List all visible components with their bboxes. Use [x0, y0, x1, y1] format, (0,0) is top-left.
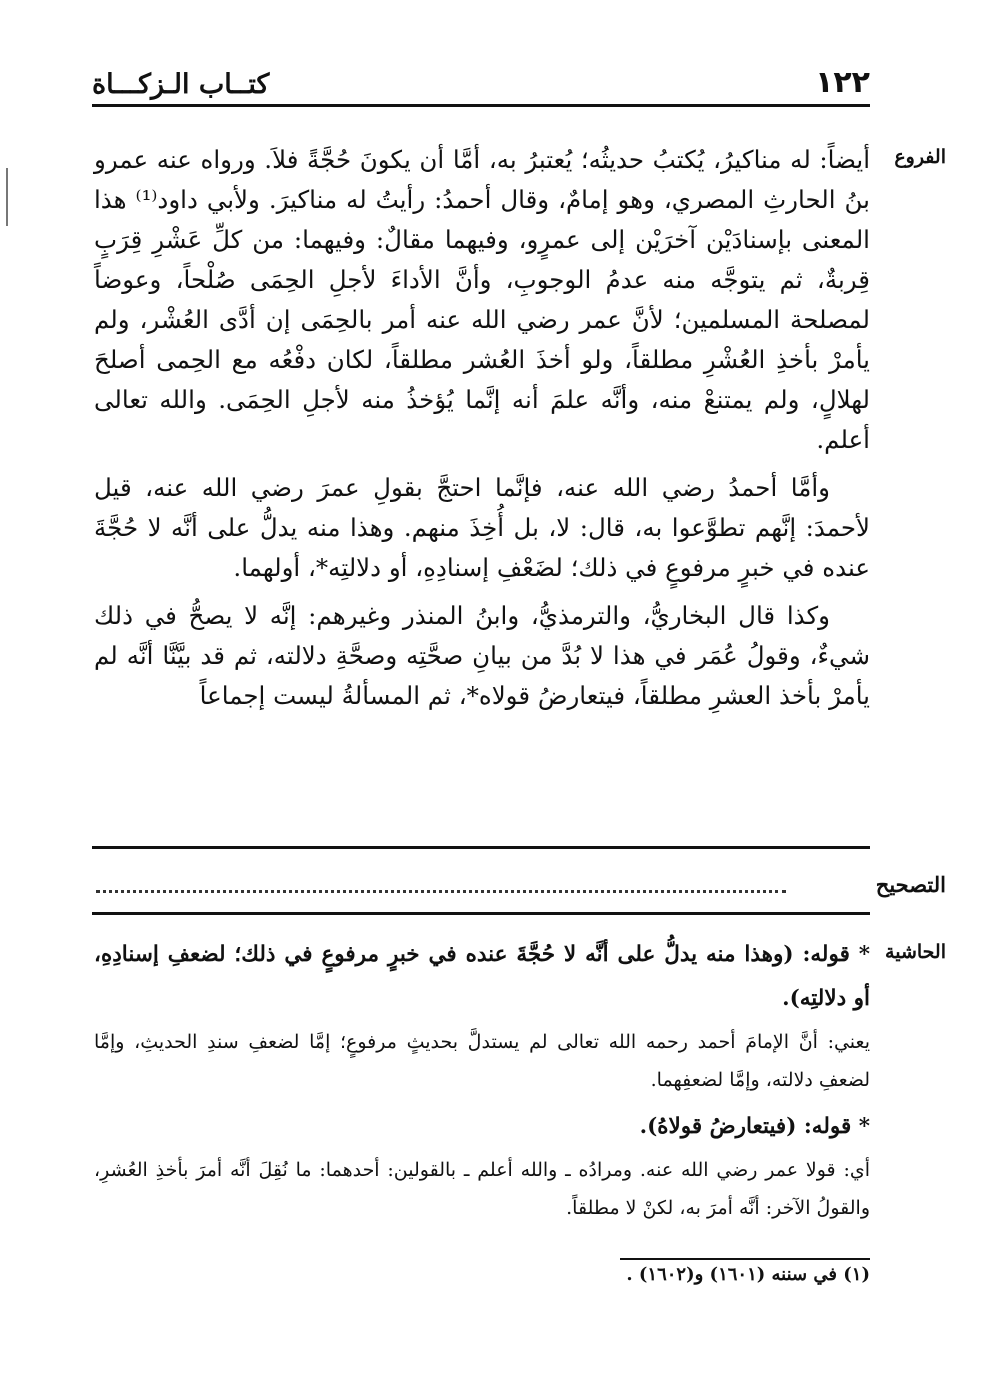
header-rule	[92, 104, 870, 107]
footnote-1: (١) في سننه (١٦٠١) و(١٦٠٢) .	[626, 1264, 870, 1285]
margin-label-tashih: التصحيح	[875, 872, 946, 897]
main-paragraph-2: وأمَّا أحمدُ رضي الله عنه، فإنَّما احتجَّ بقولِ عمرَ رضي الله عنه، قيل لأحمدَ: إنَّهم تطوَّعوا به، قال: لا، بل أُخِذَ منهم. وهذا منه يدلُّ على أنَّه لا حُجَّةَ عنده في خبرٍ مرفوعٍ في ذلك؛ لضَعْفِ إسنادِهِ، أو دلالتِه*، أولهما.	[94, 473, 870, 582]
page-header	[92, 66, 870, 100]
main-text	[94, 140, 870, 724]
corrections-bottom-rule	[92, 912, 870, 915]
note-1-body: يعني: أنَّ الإمامَ أحمد رحمه الله تعالى لم يستدلَّ بحديثٍ مرفوعٍ؛ إمَّا لضعفِ سندِ الحديثِ، وإمَّا لضعفِ دلالته، وإمَّا لضعفِهما.	[94, 1031, 870, 1091]
scan-edge-mark	[6, 168, 8, 226]
commentary-notes	[94, 933, 870, 1233]
note-2-body: أي: قولا عمر رضي الله عنه. ومرادُه ـ والله أعلم ـ بالقولين: أحدهما: ما نُقِلَ أنَّه أمرَ بأخذِ العُشرِ، والقولُ الآخر: أنَّه أمرَ به، لكنْ لا مطلقاً.	[94, 1159, 870, 1219]
note-1-heading: * قوله: (وهذا منه يدلُّ على أنَّه لا حُجَّةَ عنده في خبرٍ مرفوعٍ في ذلك؛ لضعفِ إسنادِهِ، أو دلالتِه).	[94, 942, 870, 1011]
main-paragraph-3: وكذا قال البخاريُّ، والترمذيُّ، وابنُ المنذر وغيرهم: إنَّه لا يصحُّ في ذلك شيءٌ، وقولُ عُمَر في هذا لا بُدَّ من بيانِ صحَّتِه وصحَّةِ دلالته، ثم قد بيَّنَّا أنَّه لم يأمرْ بأخذ العشرِ مطلقاً، فيتعارضُ قولاه*، ثم المسألةُ ليست إجماعاً	[94, 601, 870, 710]
page-number: ١٢٢	[815, 65, 870, 100]
corrections-dotted-line	[96, 878, 786, 893]
footnote-rule	[620, 1258, 870, 1260]
running-title: كتــاب الـزكـــاة	[92, 69, 270, 100]
note-2-heading: * قوله: (فيتعارضُ قولاهُ).	[639, 1114, 870, 1139]
margin-label-hashiya: الحاشية	[885, 941, 946, 963]
main-paragraph-1: أيضاً: له مناكيرُ، يُكتبُ حديثُه؛ يُعتبرُ به، أمَّا أن يكونَ حُجَّةً فلاَ. ورواه عنه عمرو بنُ الحارثِ المصري، وهو إمامٌ، وقال أحمدُ: رأيتُ له مناكيرَ. ولأبي داود⁽¹⁾ هذا المعنى بإسنادَيْن آخرَيْن إلى عمرٍو، وفيهما مقالٌ: وفيهما: من كلِّ عَشْرِ قِرَبٍ قِربةٌ، ثم يتوجَّه منه عدمُ الوجوبِ، وأنَّ الأداءَ لأجلِ الحِمَى صُلْحاً، وعوضاً لمصلحة المسلمين؛ لأنَّ عمر رضي الله عنه أمر بالحِمَى إن أدَّى العُشْر، ولم يأمرْ بأخذِ العُشْرِ مطلقاً، ولو أخذَ العُشر مطلقاً، لكان دفْعُه مع الحِمى أصلحَ لهلالٍ، ولم يمتنعْ منه، وأنَّه علمَ أنه إنَّما يُؤخذُ منه لأجلِ الحِمَى. والله تعالى أعلم.	[94, 145, 870, 454]
margin-label-furu: الفروع	[894, 146, 946, 168]
main-text-bottom-rule	[92, 846, 870, 849]
